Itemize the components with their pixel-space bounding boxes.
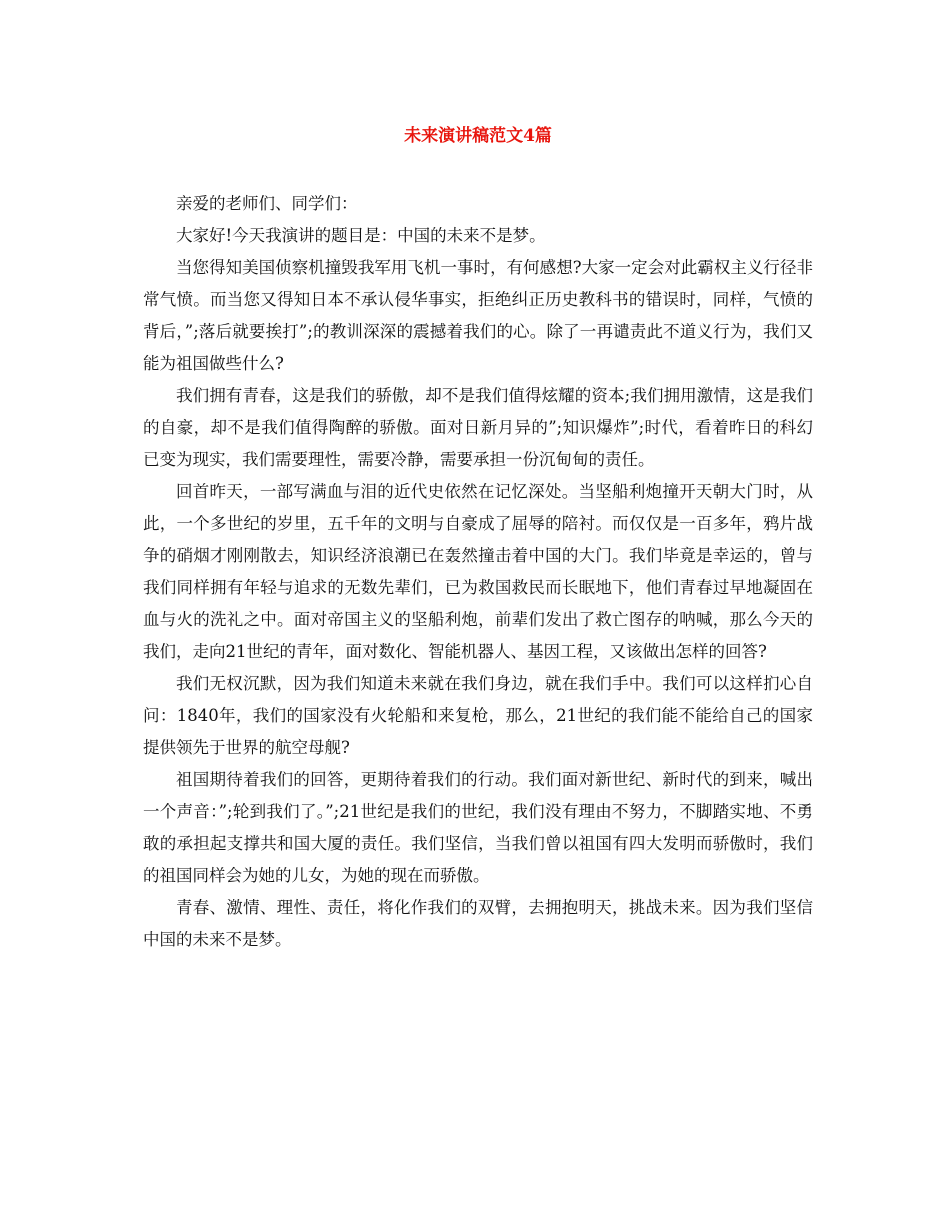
paragraph-body-5: 祖国期待着我们的回答，更期待着我们的行动。我们面对新世纪、新时代的到来，喊出一个声音：”;轮到我们了。”;21世纪是我们的世纪，我们没有理由不努力，不脚踏实地、不勇敢的承担起支撑共和国大厦的责任。我们坚信，当我们曾以祖国有四大发明而骄傲时，我们的祖国同样会为她的儿女，为她的现在而骄傲。 — [143, 770, 813, 885]
paragraph-body-1: 当您得知美国侦察机撞毁我军用飞机一事时，有何感想?大家一定会对此霸权主义行径非常气愤。而当您又得知日本不承认侵华事实，拒绝纠正历史教科书的错误时，同样，气愤的背后，”;落后就要挨打”;的教训深深的震撼着我们的心。除了一再谴责此不道义行为，我们又能为祖国做些什么? — [143, 258, 813, 373]
paragraph-topic: 大家好!今天我演讲的题目是：中国的未来不是梦。 — [176, 226, 546, 245]
document-page — [143, 118, 813, 956]
paragraph-body-4: 我们无权沉默，因为我们知道未来就在我们身边，就在我们手中。我们可以这样扪心自问：1840年，我们的国家没有火轮船和来复枪，那么，21世纪的我们能不能给自己的国家提供领先于世界的航空母舰? — [143, 674, 813, 757]
paragraph-body-3: 回首昨天，一部写满血与泪的近代史依然在记忆深处。当坚船利炮撞开天朝大门时，从此，一个多世纪的岁里，五千年的文明与自豪成了屈辱的陪衬。而仅仅是一百多年，鸦片战争的硝烟才刚刚散去，知识经济浪潮已在轰然撞击着中国的大门。我们毕竟是幸运的，曾与我们同样拥有年轻与追求的无数先辈们，已为救国救民而长眠地下，他们青春过早地凝固在血与火的洗礼之中。面对帝国主义的坚船利炮，前辈们发出了救亡图存的呐喊，那么今天的我们，走向21世纪的青年，面对数化、智能机器人、基因工程，又该做出怎样的回答? — [143, 482, 813, 661]
paragraph-closing: 青春、激情、理性、责任，将化作我们的双臂，去拥抱明天，挑战未来。因为我们坚信中国的未来不是梦。 — [143, 898, 813, 949]
document-title: 未来演讲稿范文4篇 — [404, 126, 552, 146]
paragraph-greeting: 亲爱的老师们、同学们： — [176, 194, 358, 213]
paragraph-body-2: 我们拥有青春，这是我们的骄傲，却不是我们值得炫耀的资本;我们拥用激情，这是我们的自豪，却不是我们值得陶醉的骄傲。面对日新月异的”;知识爆炸”;时代，看着昨日的科幻已变为现实，我们需要理性，需要冷静，需要承担一份沉甸甸的责任。 — [143, 386, 813, 469]
